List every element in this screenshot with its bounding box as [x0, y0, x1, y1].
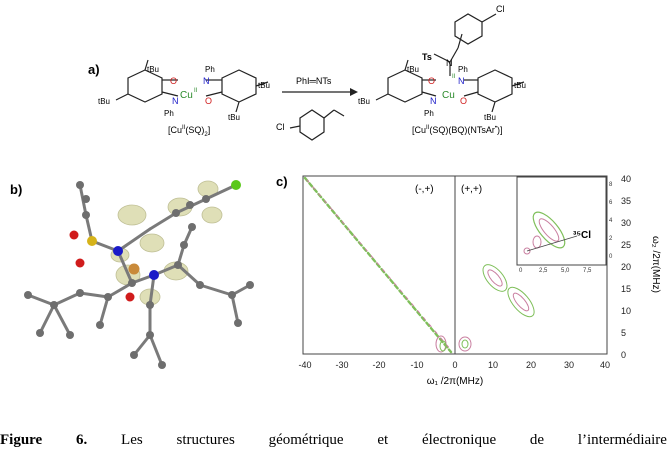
svg-text:35: 35 [621, 196, 632, 206]
svg-text:-20: -20 [372, 360, 386, 370]
copper-oxidation: II [452, 74, 456, 80]
tosyl-label: Ts [422, 52, 432, 62]
svg-text:-40: -40 [298, 360, 312, 370]
copper-label: Cu [180, 90, 193, 101]
caption-word: structures [176, 432, 235, 448]
svg-text:0: 0 [609, 254, 613, 260]
svg-text:40: 40 [599, 360, 611, 370]
molecular-structure-3d [0, 165, 260, 395]
x-axis-label: ω₁ /2π(MHz) [426, 376, 484, 387]
styrene-ring [300, 110, 324, 140]
sulfur-atom [87, 236, 97, 246]
inset-isotope-label: ³⁵Cl [573, 230, 592, 241]
svg-text:2: 2 [609, 236, 613, 242]
caption-word: de [529, 432, 545, 448]
chlorine-label: Cl [496, 4, 505, 14]
oxygen-label: O [170, 76, 178, 86]
oxygen-atom [76, 259, 85, 268]
caption-word: géométrique [268, 432, 344, 448]
svg-text:10: 10 [487, 360, 499, 370]
nitrogen-label: N [458, 76, 465, 86]
svg-text:-30: -30 [335, 360, 349, 370]
svg-text:25: 25 [621, 240, 632, 250]
tBu-label: tBu [98, 97, 111, 106]
copper-atom [129, 264, 140, 275]
svg-text:8: 8 [609, 182, 613, 188]
caption-word: l’intermédiaire [577, 432, 667, 448]
svg-text:40: 40 [621, 174, 632, 184]
reactant-ring-left [128, 70, 162, 102]
svg-text:4: 4 [609, 218, 613, 224]
tBu-label: tBu [258, 81, 271, 90]
svg-text:2,5: 2,5 [539, 268, 548, 274]
tBu-label: tBu [228, 113, 241, 122]
copper-label: Cu [442, 90, 455, 101]
contour-ridge-left [305, 178, 451, 352]
copper-oxidation: II [194, 88, 198, 94]
reactant-formula: $[Cu^{II}(SQ)_2]$ [168, 125, 211, 138]
nitrogen-label: N [430, 96, 437, 106]
oxygen-label: O [205, 96, 213, 106]
y-axis-ticks [621, 174, 631, 360]
panel-label-b: b) [10, 182, 23, 197]
reaction-scheme [0, 0, 667, 160]
svg-text:10: 10 [621, 306, 632, 316]
svg-text:30: 30 [621, 218, 632, 228]
svg-text:5: 5 [621, 328, 627, 338]
panel-label-c: c) [276, 174, 288, 189]
product-formula: $[Cu^{II}(SQ)(BQ)(NTsAr^•)]$ [412, 125, 503, 135]
chlorine-atom [231, 180, 241, 190]
y-axis-label: ω₂ /2π(MHz) [650, 236, 661, 293]
phenyl-label: Ph [205, 65, 215, 74]
svg-text:0: 0 [452, 360, 458, 370]
phenyl-label: Ph [424, 109, 434, 118]
product-ring-right [478, 70, 512, 102]
quadrant-label-right: (+,+) [461, 184, 483, 195]
contour-peaks-right [459, 261, 539, 351]
reactant-ring-right [222, 70, 256, 102]
caption-word: Les [121, 432, 143, 448]
inset-x-ticks [519, 268, 592, 274]
svg-text:15: 15 [621, 284, 632, 294]
nitrogen-label: N [446, 58, 453, 68]
svg-text:6: 6 [609, 200, 613, 206]
svg-text:20: 20 [621, 262, 632, 272]
nitrogen-label: N [172, 96, 179, 106]
chlorophenyl-ring [455, 14, 482, 44]
nitrogen-atom [113, 246, 123, 256]
caption-word: et [377, 432, 389, 448]
x-axis-ticks [298, 360, 610, 370]
caption-word: électronique [421, 432, 497, 448]
svg-text:30: 30 [563, 360, 575, 370]
phenyl-label: Ph [164, 109, 174, 118]
nitrogen-label: N [203, 76, 210, 86]
tBu-label: tBu [358, 97, 371, 106]
svg-text:20: 20 [525, 360, 537, 370]
svg-text:0: 0 [621, 350, 627, 360]
svg-text:5,0: 5,0 [561, 268, 570, 274]
svg-text:7,5: 7,5 [583, 268, 592, 274]
caption-word: Figure [0, 432, 43, 448]
oxygen-label: O [460, 96, 468, 106]
chlorine-label: Cl [276, 122, 285, 132]
tBu-label: tBu [407, 65, 420, 74]
caption-word: 6. [76, 432, 88, 448]
svg-text:-10: -10 [410, 360, 424, 370]
inset-y-ticks [609, 182, 613, 260]
quadrant-label-left: (-,+) [415, 184, 434, 195]
tBu-label: tBu [514, 81, 527, 90]
hyscore-spectrum [287, 168, 667, 418]
tBu-label: tBu [484, 113, 497, 122]
reagent-label: PhI═NTs [296, 76, 332, 86]
nitrogen-atom [149, 270, 159, 280]
product-ring-left [388, 70, 422, 102]
svg-text:0: 0 [519, 268, 523, 274]
oxygen-atom [126, 293, 135, 302]
oxygen-label: O [428, 76, 436, 86]
oxygen-atom [70, 231, 79, 240]
inset-zoom [517, 177, 606, 265]
figure-caption [0, 432, 667, 449]
tBu-label: tBu [147, 65, 160, 74]
panel-label-a: a) [88, 62, 100, 77]
phenyl-label: Ph [458, 65, 468, 74]
